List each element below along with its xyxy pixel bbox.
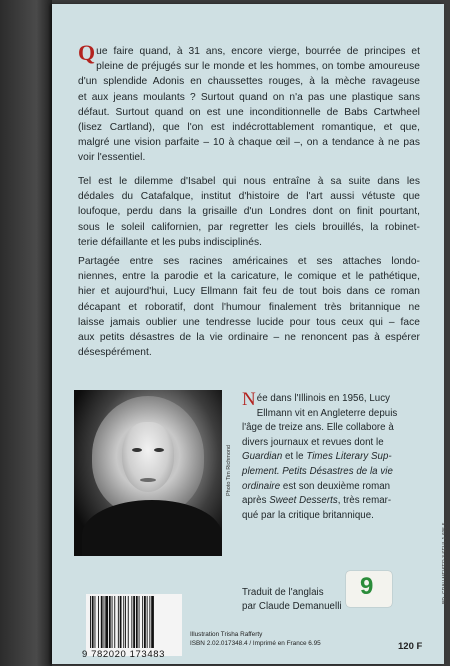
dropcap-q: Q <box>78 40 96 65</box>
barcode-bar <box>114 596 115 648</box>
author-bio: Née dans l'Illinois en 1956, Lucy Ellmann vit en Angleterre depuis l'âge de treize ans. Elle collabore à divers journaux et revues dont le Guardian et le Times Literary Sup- plement. Petits Désastres de la vie ordinaire est son deuxième roman après Sweet Desserts, très remar- qué par la critique britannique. <box>242 389 398 521</box>
barcode-bar <box>151 596 154 648</box>
library-sticker <box>346 571 392 607</box>
dropcap-n: N <box>242 389 256 410</box>
photo-credit: Photo Tim Richmond <box>226 444 232 496</box>
translation-credit: Traduit de l'anglais par Claude Demanuelli <box>242 587 342 612</box>
barcode-bar <box>133 596 135 648</box>
barcode-bar <box>95 596 96 648</box>
barcode-bar <box>101 596 103 648</box>
barcode-bar <box>123 596 124 648</box>
barcode-bar <box>112 596 113 648</box>
book-back-cover <box>52 4 448 664</box>
barcode-bar <box>92 596 94 648</box>
author-shoulders <box>82 500 222 556</box>
barcode-bar <box>144 596 146 648</box>
side-printer-code: BD. GRAU MEISER 3 SEUL 1 695-5 <box>442 522 448 604</box>
book-edge-background <box>0 0 52 666</box>
blurb-paragraph-1: Que faire quand, à 31 ans, encore vierge, bourrée de principes et pleine de préjugés sur le monde et les hommes, on tombe amoureuse d'un splendide Adonis en chaussettes rouges, à la mèche ravageuse et aux jeans moulants ? Surtout quand on n'a pas une plastique sans défaut. Surtout quand on est une inconditionnelle de Babs Cartwheel (lisez Cartland), que l'on est indécrottablement romantique, et que, malgré une vision parfaite – 10 à chaque œil –, on a tendance à ne pas voir l'essentiel. <box>78 40 420 164</box>
barcode-bar <box>131 596 132 648</box>
barcode-bar <box>128 596 129 648</box>
barcode-bar <box>104 596 105 648</box>
author-photo <box>74 390 222 556</box>
publication-credits <box>190 630 321 648</box>
barcode <box>86 594 182 656</box>
barcode-bar <box>147 596 148 648</box>
sticker-number: 9 <box>360 573 374 600</box>
isbn-line: ISBN 2.02.017348.4 / Imprimé en France 6.95 <box>190 640 321 647</box>
barcode-bar <box>105 596 108 648</box>
barcode-bar <box>120 596 122 648</box>
barcode-bar <box>98 596 99 648</box>
barcode-bar <box>109 596 111 648</box>
barcode-number: 9 782020 173483 <box>82 649 165 660</box>
author-eye-right <box>154 448 164 452</box>
barcode-bar <box>139 596 140 648</box>
blurb-paragraph-3: Partagée entre ses racines américaines et ses attaches londo- niennes, entre la parodie et la caricature, le comique et le pathétique, hier et aujourd'hui, Lucy Ellmann fait feu de tout bois dans ce roman décapant et roboratif, dont l'humour finalement très britannique ne laisse jamais oublier une tendresse lucide pour tous ceux qui – face aux petits désastres de la vie ordinaire – ne renoncent pas à espérer désespérément. <box>78 256 420 359</box>
illustration-credit: Illustration Trisha Rafferty <box>190 631 263 638</box>
barcode-bar <box>90 596 91 648</box>
barcode-bar <box>118 596 119 648</box>
barcode-bar <box>149 596 150 648</box>
barcode-bar <box>136 596 138 648</box>
author-eye-left <box>132 448 142 452</box>
price-label: 120 F <box>398 641 423 652</box>
blurb-paragraph-2: Tel est le dilemme d'Isabel qui nous entraîne à sa suite dans les dédales du Catafalque, institut d'histoire de l'art aussi vétuste que loufoque, perdu dans la grisaille d'un Londres dont on finit pourtant, sous le soleil californien, par regretter les ciels brouillés, la robinet- terie défaillante et les pubs indisciplinés. <box>78 176 420 248</box>
barcode-bar <box>142 596 143 648</box>
barcode-bar <box>125 596 126 648</box>
author-mouth <box>140 478 156 482</box>
